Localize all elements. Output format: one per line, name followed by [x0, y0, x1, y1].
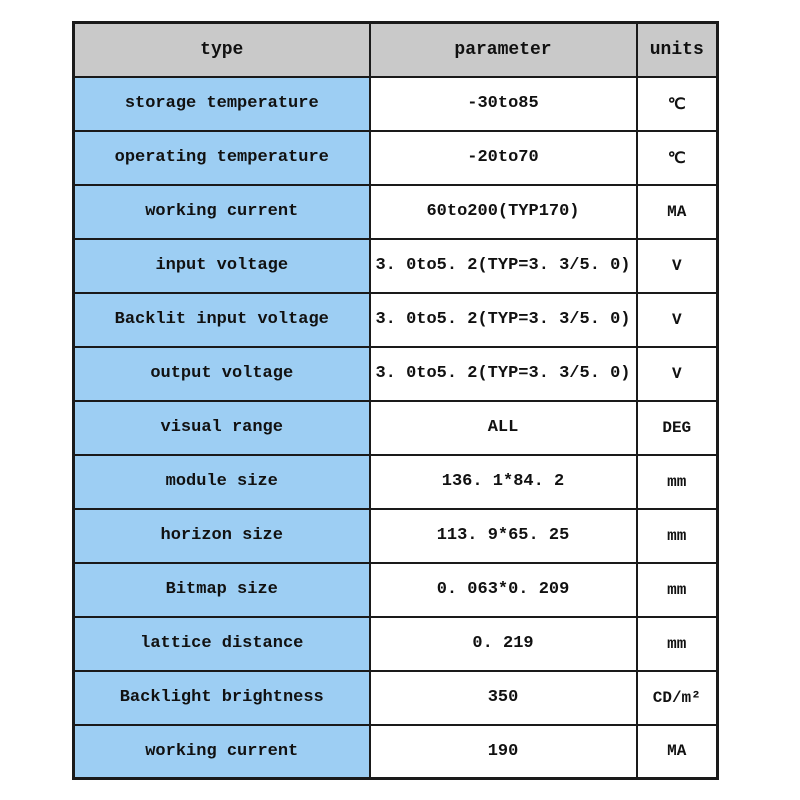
type-cell-backlight-brightness: Backlight brightness [74, 671, 370, 725]
table-row [74, 617, 718, 671]
header-cell-units: units [637, 23, 718, 77]
units-cell: V [637, 239, 718, 293]
type-cell-input-voltage: input voltage [74, 239, 370, 293]
units-cell: mm [637, 617, 718, 671]
table-row [74, 77, 718, 131]
parameter-cell: 350 [370, 671, 637, 725]
parameter-cell: 3. 0to5. 2(TYP=3. 3/5. 0) [370, 293, 637, 347]
header-cell-parameter: parameter [370, 23, 637, 77]
parameter-cell: ALL [370, 401, 637, 455]
type-cell-horizon-size: horizon size [74, 509, 370, 563]
units-cell: CD/m² [637, 671, 718, 725]
spec-table-body [74, 77, 718, 779]
header-cell-type: type [74, 23, 370, 77]
type-cell-bitmap-size: Bitmap size [74, 563, 370, 617]
spec-table-header [74, 23, 718, 77]
parameter-cell: -30to85 [370, 77, 637, 131]
header-row [74, 23, 718, 77]
type-cell-operating-temperature: operating temperature [74, 131, 370, 185]
parameter-cell: 113. 9*65. 25 [370, 509, 637, 563]
spec-table-container [72, 21, 719, 780]
table-row [74, 185, 718, 239]
units-cell: MA [637, 185, 718, 239]
type-cell-visual-range: visual range [74, 401, 370, 455]
table-row [74, 401, 718, 455]
parameter-cell: 190 [370, 725, 637, 779]
parameter-cell: 136. 1*84. 2 [370, 455, 637, 509]
parameter-cell: 0. 219 [370, 617, 637, 671]
units-cell: MA [637, 725, 718, 779]
type-cell-output-voltage: output voltage [74, 347, 370, 401]
table-row [74, 131, 718, 185]
table-row [74, 347, 718, 401]
type-cell-module-size: module size [74, 455, 370, 509]
type-cell-working-current: working current [74, 185, 370, 239]
units-cell: mm [637, 563, 718, 617]
table-row [74, 671, 718, 725]
parameter-cell: 0. 063*0. 209 [370, 563, 637, 617]
units-cell: mm [637, 455, 718, 509]
table-row [74, 293, 718, 347]
type-cell-backlit-input-voltage: Backlit input voltage [74, 293, 370, 347]
parameter-cell: 3. 0to5. 2(TYP=3. 3/5. 0) [370, 239, 637, 293]
table-row [74, 509, 718, 563]
units-cell: V [637, 293, 718, 347]
spec-table [72, 21, 719, 780]
type-cell-storage-temperature: storage temperature [74, 77, 370, 131]
table-row [74, 563, 718, 617]
units-cell: ℃ [637, 131, 718, 185]
units-cell: mm [637, 509, 718, 563]
parameter-cell: -20to70 [370, 131, 637, 185]
parameter-cell: 60to200(TYP170) [370, 185, 637, 239]
units-cell: DEG [637, 401, 718, 455]
table-row [74, 239, 718, 293]
parameter-cell: 3. 0to5. 2(TYP=3. 3/5. 0) [370, 347, 637, 401]
type-cell-lattice-distance: lattice distance [74, 617, 370, 671]
type-cell-working-current-2: working current [74, 725, 370, 779]
units-cell: V [637, 347, 718, 401]
units-cell: ℃ [637, 77, 718, 131]
table-row [74, 455, 718, 509]
table-row [74, 725, 718, 779]
